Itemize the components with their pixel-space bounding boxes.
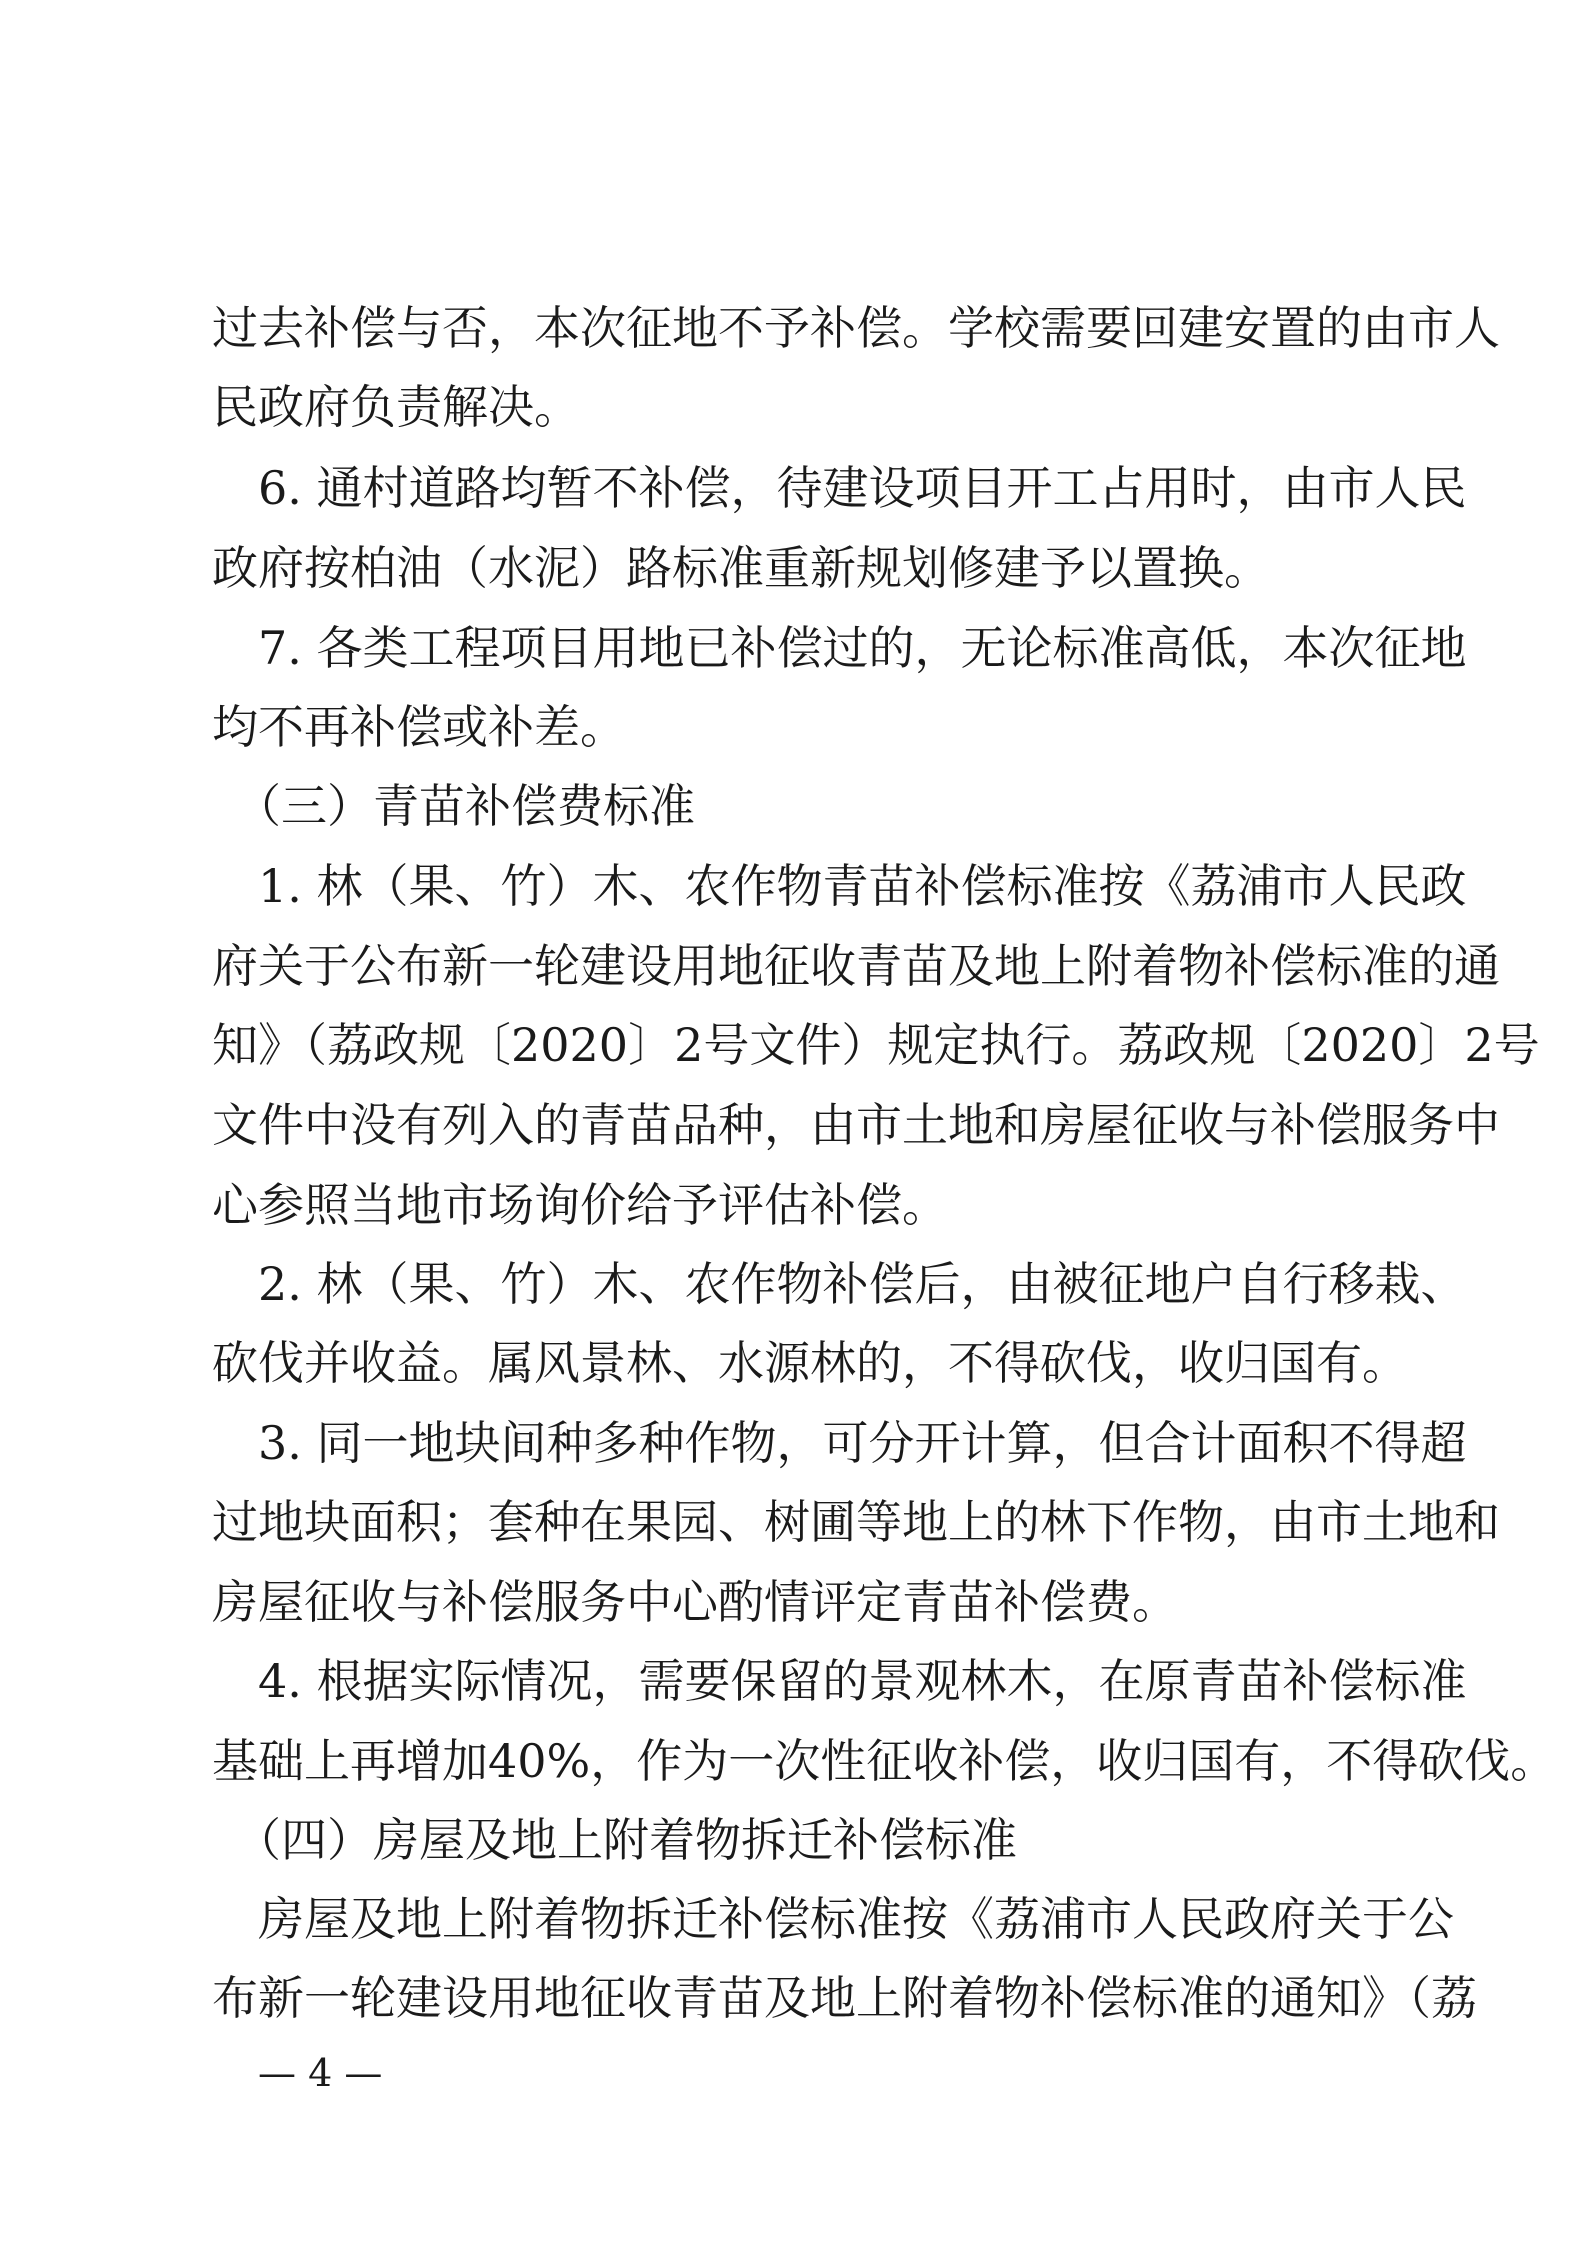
text-line: 府关于公布新一轮建设用地征收青苗及地上附着物补偿标准的通	[212, 939, 1500, 993]
text-line: 心参照当地市场询价给予评估补偿。	[212, 1178, 948, 1232]
section-heading: （三）青苗补偿费标准	[212, 779, 695, 833]
text-line: 房屋及地上附着物拆迁补偿标准按《荔浦市人民政府关于公	[212, 1892, 1454, 1946]
text-line: 房屋征收与补偿服务中心酌情评定青苗补偿费。	[212, 1575, 1178, 1629]
text-line: 3. 同一地块间种多种作物，可分开计算，但合计面积不得超	[212, 1416, 1467, 1470]
section-heading: （四）房屋及地上附着物拆迁补偿标准	[212, 1813, 1017, 1867]
text-line: 民政府负责解决。	[212, 380, 580, 434]
text-line: 均不再补偿或补差。	[212, 700, 626, 754]
text-line: 1. 林（果、竹）木、农作物青苗补偿标准按《荔浦市人民政	[212, 859, 1467, 913]
text-line: 政府按柏油（水泥）路标准重新规划修建予以置换。	[212, 541, 1270, 595]
text-line: 布新一轮建设用地征收青苗及地上附着物补偿标准的通知》（荔	[212, 1971, 1477, 2025]
text-line: 砍伐并收益。属风景林、水源林的，不得砍伐，收归国有。	[212, 1336, 1408, 1390]
text-line: 4. 根据实际情况，需要保留的景观林木，在原青苗补偿标准	[212, 1654, 1467, 1708]
text-line: 6. 通村道路均暂不补偿，待建设项目开工占用时，由市人民	[212, 461, 1467, 515]
page-number: — 4 —	[258, 2051, 383, 2095]
text-line: 过地块面积；套种在果园、树圃等地上的林下作物，由市土地和	[212, 1495, 1500, 1549]
text-line: 文件中没有列入的青苗品种，由市土地和房屋征收与补偿服务中	[212, 1098, 1500, 1152]
text-line: 2. 林（果、竹）木、农作物补偿后，由被征地户自行移栽、	[212, 1257, 1467, 1311]
text-line: 知》（荔政规〔2020〕2号文件）规定执行。荔政规〔2020〕2号	[212, 1018, 1540, 1072]
text-line: 基础上再增加40%，作为一次性征收补偿，收归国有，不得砍伐。	[212, 1734, 1557, 1788]
text-line: 7. 各类工程项目用地已补偿过的，无论标准高低，本次征地	[212, 621, 1467, 675]
text-line: 过去补偿与否，本次征地不予补偿。学校需要回建安置的由市人	[212, 301, 1500, 355]
